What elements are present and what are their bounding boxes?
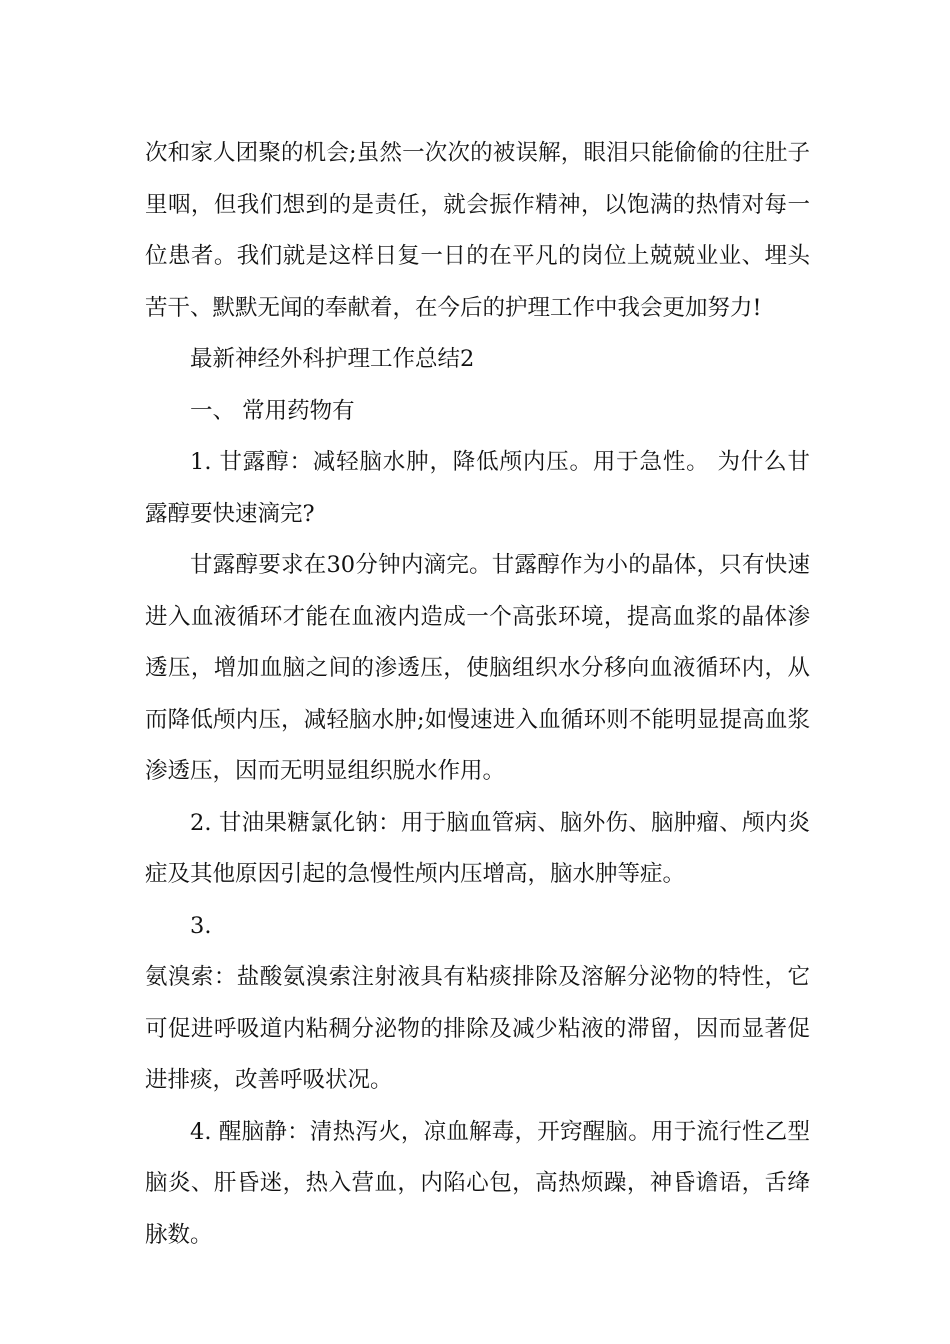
list-item-ambroxol: 氨溴索：盐酸氨溴索注射液具有粘痰排除及溶解分泌物的特性，它可促进呼吸道内粘稠分泌物的排除及减少粘液的滞留，因而显著促进排痰，改善呼吸状况。: [145, 964, 810, 1093]
paragraph-mannitol-explanation: 甘露醇要求在30分钟内滴完。甘露醇作为小的晶体，只有快速进入血液循环才能在血液内造成一个高张环境，提高血浆的晶体渗透压，增加血脑之间的渗透压，使脑组织水分移向血液循环内，从而降低颅内压，减轻脑水肿;如慢速进入血循环则不能明显提高血浆渗透压，因而无明显组织脱水作用。: [145, 552, 810, 784]
list-item-number-3: 3.: [190, 912, 212, 939]
list-item-glycerol-fructose: 2. 甘油果糖氯化钠：用于脑血管病、脑外伤、脑肿瘤、颅内炎症及其他原因引起的急慢性颅内压增高，脑水肿等症。: [145, 809, 810, 887]
list-item-xingnaojing: 4. 醒脑静：清热泻火，凉血解毒，开窍醒脑。用于流行性乙型脑炎、肝昏迷，热入营血，内陷心包，高热烦躁，神昏谵语，舌绛脉数。: [145, 1118, 810, 1248]
paragraph-closing-remarks: 次和家人团聚的机会;虽然一次次的被误解，眼泪只能偷偷的往肚子里咽，但我们想到的是责任，就会振作精神，以饱满的热情对每一位患者。我们就是这样日复一日的在平凡的岗位上兢兢业业、埋头苦干、默默无闻的奉献着，在今后的护理工作中我会更加努力!: [145, 140, 810, 321]
document-body: [145, 128, 810, 1261]
section-heading: 最新神经外科护理工作总结2: [190, 346, 475, 372]
subsection-heading: 一、 常用药物有: [190, 397, 355, 424]
list-item-mannitol: 1. 甘露醇：减轻脑水肿，降低颅内压。用于急性。 为什么甘露醇要快速滴完?: [145, 449, 810, 527]
